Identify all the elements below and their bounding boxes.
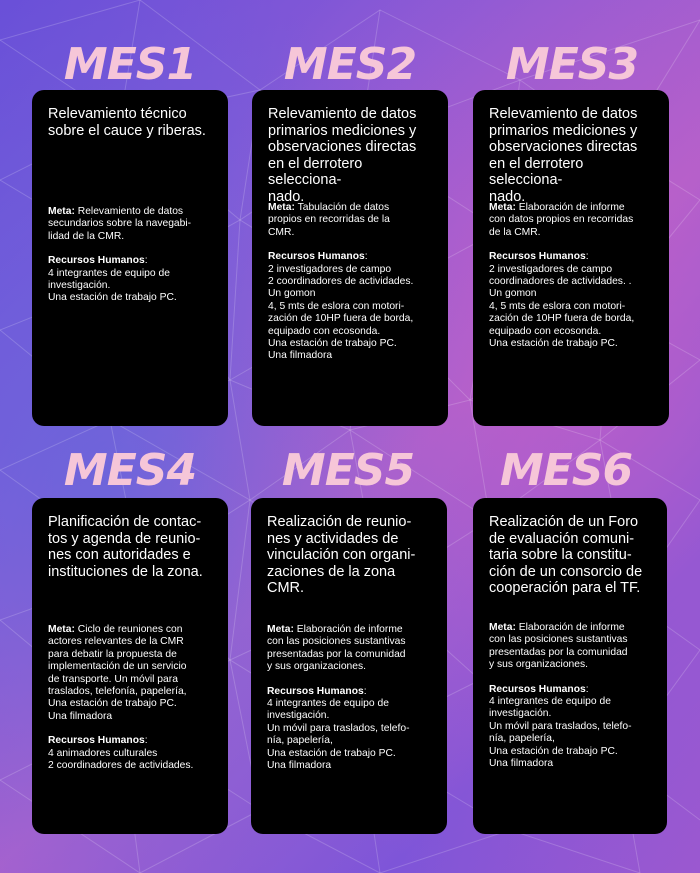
resources-list: 2 investigadores de campo coordinadores de actividades. . Un gomon 4, 5 mts de eslora con motori- zación de 10HP fuera de borda, equipado con ecosonda. Una estación de trabajo PC. xyxy=(489,263,635,350)
resources-colon: : xyxy=(144,255,148,267)
meta-text: Ciclo de reuniones con actores relevantes de la CMR para debatir la propuesta de implementación de un servicio de transporte. Un móvil para traslados, telefonía, papelería, Una estación de trabajo PC. Una filmadora xyxy=(48,624,187,722)
card-heading: Realización de un Foro de evaluación comuni- taria sobre la constitu- ción de un consorcio de cooperación para el TF. xyxy=(489,514,643,596)
card-body xyxy=(48,206,218,305)
resources-list: 4 integrantes de equipo de investigación. Un móvil para traslados, telefo- nía, papelería, Una estación de trabajo PC. Una filmadora xyxy=(489,696,632,770)
resources-heading xyxy=(48,735,218,747)
month-title-6: MES6 xyxy=(499,445,633,496)
meta-text: Elaboración de informe con las posiciones sustantivas presentadas por la comunidad y sus organizaciones. xyxy=(267,624,406,673)
resources-colon: : xyxy=(585,683,589,695)
meta-label: Meta: xyxy=(267,624,294,635)
resources-colon: : xyxy=(363,685,367,697)
meta-text: Relevamiento de datos secundarios sobre la navegabi- lidad de la CMR. xyxy=(48,206,192,242)
resources-colon: : xyxy=(364,251,368,263)
resources-label: Recursos Humanos xyxy=(268,251,365,263)
month-title-2: MES2 xyxy=(283,39,417,90)
meta-text: Elaboración de informe con datos propios en recorridas de la CMR. xyxy=(489,202,634,238)
meta-label: Meta: xyxy=(489,202,516,213)
resources-label: Recursos Humanos xyxy=(48,255,145,267)
card-heading: Relevamiento de datos primarios mediciones y observaciones directas en el derrotero selecciona- nado. xyxy=(268,106,417,205)
month-card-3 xyxy=(473,90,669,426)
meta-text: Elaboración de informe con las posiciones sustantivas presentadas por la comunidad y sus organizaciones. xyxy=(489,622,628,671)
resources-heading xyxy=(489,251,659,263)
resources-label: Recursos Humanos xyxy=(489,251,586,263)
meta-label: Meta: xyxy=(48,624,75,635)
month-title-1: MES1 xyxy=(63,39,197,90)
resources-heading xyxy=(268,251,438,263)
resources-list: 4 integrantes de equipo de investigación. Una estación de trabajo PC. xyxy=(48,267,177,304)
card-heading: Planificación de contac- tos y agenda de reunio- nes con autoridades e instituciones de la zona. xyxy=(48,514,203,580)
month-card-4 xyxy=(32,498,228,834)
meta-text: Tabulación de datos propios en recorridas de la CMR. xyxy=(268,202,390,238)
resources-list: 4 integrantes de equipo de investigación. Un móvil para traslados, telefo- nía, papelería, Una estación de trabajo PC. Una filmadora xyxy=(267,698,410,772)
month-card-2 xyxy=(252,90,448,426)
card-heading: Realización de reunio- nes y actividades de vinculación con organi- zaciones de la zona CMR. xyxy=(267,514,416,596)
card-body xyxy=(48,624,218,772)
resources-heading xyxy=(48,255,218,267)
meta-label: Meta: xyxy=(489,622,516,633)
meta-block xyxy=(268,202,438,239)
month-title-4: MES4 xyxy=(63,445,197,496)
card-body xyxy=(489,622,657,770)
month-card-5 xyxy=(251,498,447,834)
resources-list: 2 investigadores de campo 2 coordinadores de actividades. Un gomon 4, 5 mts de eslora con motori- zación de 10HP fuera de borda, equipado con ecosonda. Una estación de trabajo PC. Una filmadora xyxy=(268,263,414,362)
meta-block xyxy=(489,202,659,239)
month-card-1 xyxy=(32,90,228,426)
card-heading: Relevamiento técnico sobre el cauce y riberas. xyxy=(48,106,206,139)
month-title-3: MES3 xyxy=(505,39,639,90)
meta-block xyxy=(267,624,437,674)
meta-block xyxy=(48,624,218,723)
resources-label: Recursos Humanos xyxy=(48,735,145,747)
meta-label: Meta: xyxy=(48,206,75,217)
month-title-5: MES5 xyxy=(281,445,415,496)
card-body xyxy=(267,624,437,772)
month-card-6 xyxy=(473,498,667,834)
meta-label: Meta: xyxy=(268,202,295,213)
resources-list: 4 animadores culturales 2 coordinadores de actividades. xyxy=(48,747,194,772)
meta-block xyxy=(48,206,218,243)
card-body xyxy=(268,202,438,363)
resources-heading xyxy=(489,684,657,696)
meta-block xyxy=(489,622,657,672)
resources-label: Recursos Humanos xyxy=(267,685,364,697)
card-heading: Relevamiento de datos primarios mediciones y observaciones directas en el derrotero selecciona- nado. xyxy=(489,106,638,205)
resources-heading xyxy=(267,686,437,698)
resources-colon: : xyxy=(144,735,148,747)
card-body xyxy=(489,202,659,350)
resources-label: Recursos Humanos xyxy=(489,683,586,695)
resources-colon: : xyxy=(585,251,589,263)
